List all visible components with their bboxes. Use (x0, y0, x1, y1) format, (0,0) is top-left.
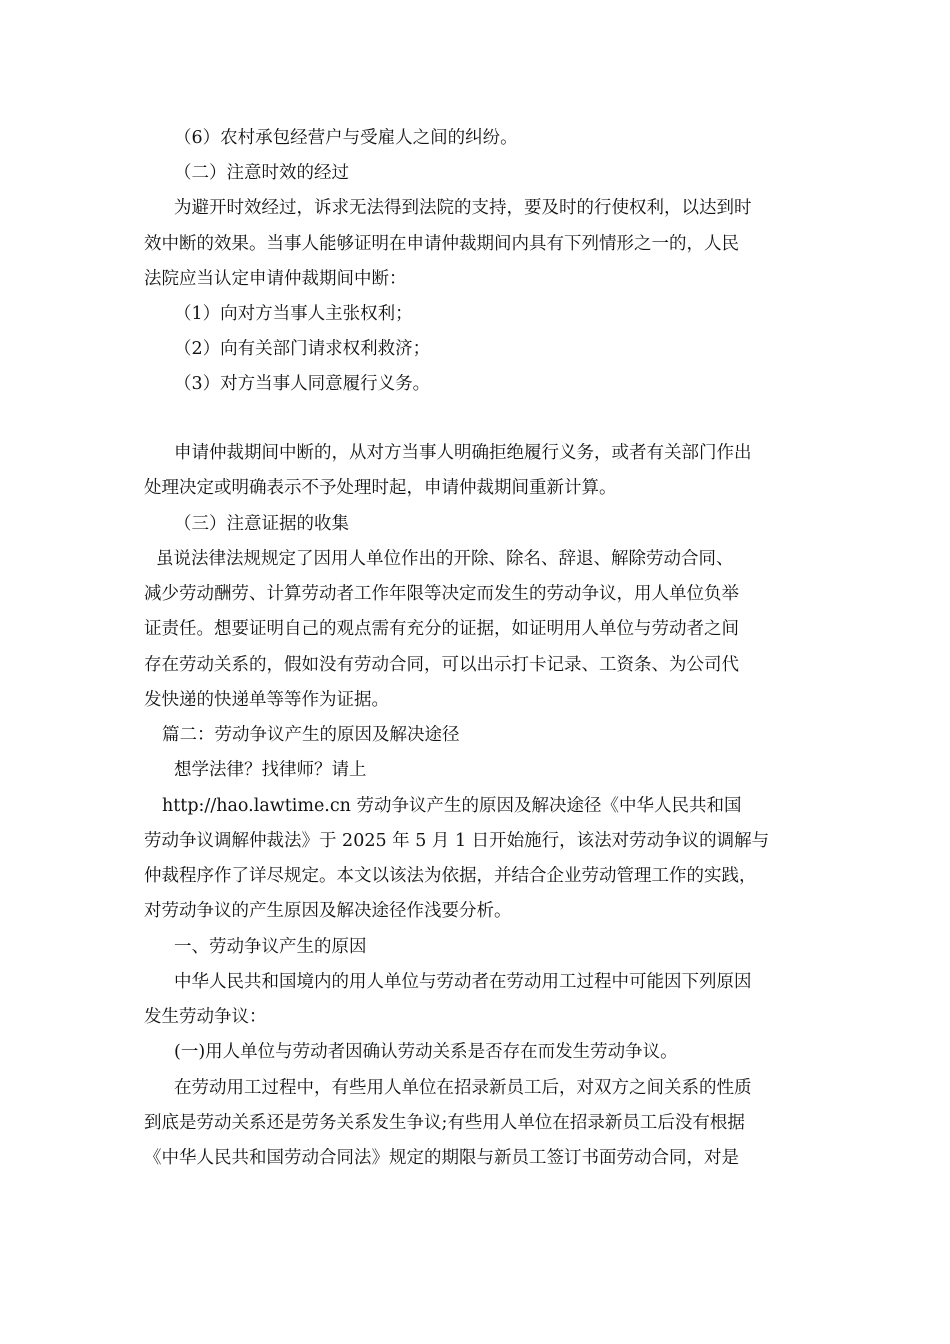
text-line: 虽说法律法规规定了因用人单位作出的开除、除名、辞退、解除劳动合同、 (156, 549, 734, 569)
text-line: 存在劳动关系的，假如没有劳动合同，可以出示打卡记录、工资条、为公司代 (144, 655, 739, 675)
text-line: 仲裁程序作了详尽规定。本文以该法为依据，并结合企业劳动管理工作的实践， (144, 866, 757, 886)
text-line: 发生劳动争议： (144, 1007, 267, 1027)
text-line: 对劳动争议的产生原因及解决途径作浅要分析。 (144, 901, 512, 921)
text-line: 到底是劳动关系还是劳务关系发生争议;有些用人单位在招录新员工后没有根据 (144, 1113, 745, 1133)
section-heading: 一、劳动争议产生的原因 (174, 937, 367, 957)
text-line: 在劳动用工过程中，有些用人单位在招录新员工后，对双方之间关系的性质 (174, 1078, 752, 1098)
section-heading: （二）注意时效的经过 (174, 163, 349, 183)
text-line: 为避开时效经过，诉求无法得到法院的支持，要及时的行使权利，以达到时 (174, 198, 752, 218)
section-heading: 篇二：劳动争议产生的原因及解决途径 (162, 725, 460, 745)
text-line: 法院应当认定申请仲裁期间中断： (144, 269, 407, 289)
text-line: 处理决定或明确表示不予处理时起，申请仲裁期间重新计算。 (144, 478, 617, 498)
text-line: 想学法律？找律师？请上 (174, 760, 367, 780)
section-heading: （三）注意证据的收集 (174, 514, 349, 534)
text-line: 劳动争议调解仲裁法》于 2025 年 5 月 1 日开始施行，该法对劳动争议的调解与 (144, 831, 770, 851)
list-item: （3）对方当事人同意履行义务。 (174, 374, 431, 394)
text-line: 《中华人民共和国劳动合同法》规定的期限与新员工签订书面劳动合同，对是 (144, 1148, 739, 1168)
text-line: http://hao.lawtime.cn 劳动争议产生的原因及解决途径《中华人民共和国 (162, 796, 742, 816)
list-item: （2）向有关部门请求权利救济； (174, 339, 431, 359)
list-item: （1）向对方当事人主张权利； (174, 304, 413, 324)
text-line: 减少劳动酬劳、计算劳动者工作年限等决定而发生的劳动争议，用人单位负举 (144, 584, 739, 604)
text-line: 发快递的快递单等等作为证据。 (144, 690, 389, 710)
section-heading: (一)用人单位与劳动者因确认劳动关系是否存在而发生劳动争议。 (174, 1042, 678, 1062)
text-line: 证责任。想要证明自己的观点需有充分的证据，如证明用人单位与劳动者之间 (144, 619, 739, 639)
text-line: （6）农村承包经营户与受雇人之间的纠纷。 (174, 128, 518, 148)
text-line: 中华人民共和国境内的用人单位与劳动者在劳动用工过程中可能因下列原因 (174, 972, 752, 992)
text-line: 申请仲裁期间中断的，从对方当事人明确拒绝履行义务，或者有关部门作出 (174, 443, 752, 463)
text-line: 效中断的效果。当事人能够证明在申请仲裁期间内具有下列情形之一的，人民 (144, 234, 739, 254)
